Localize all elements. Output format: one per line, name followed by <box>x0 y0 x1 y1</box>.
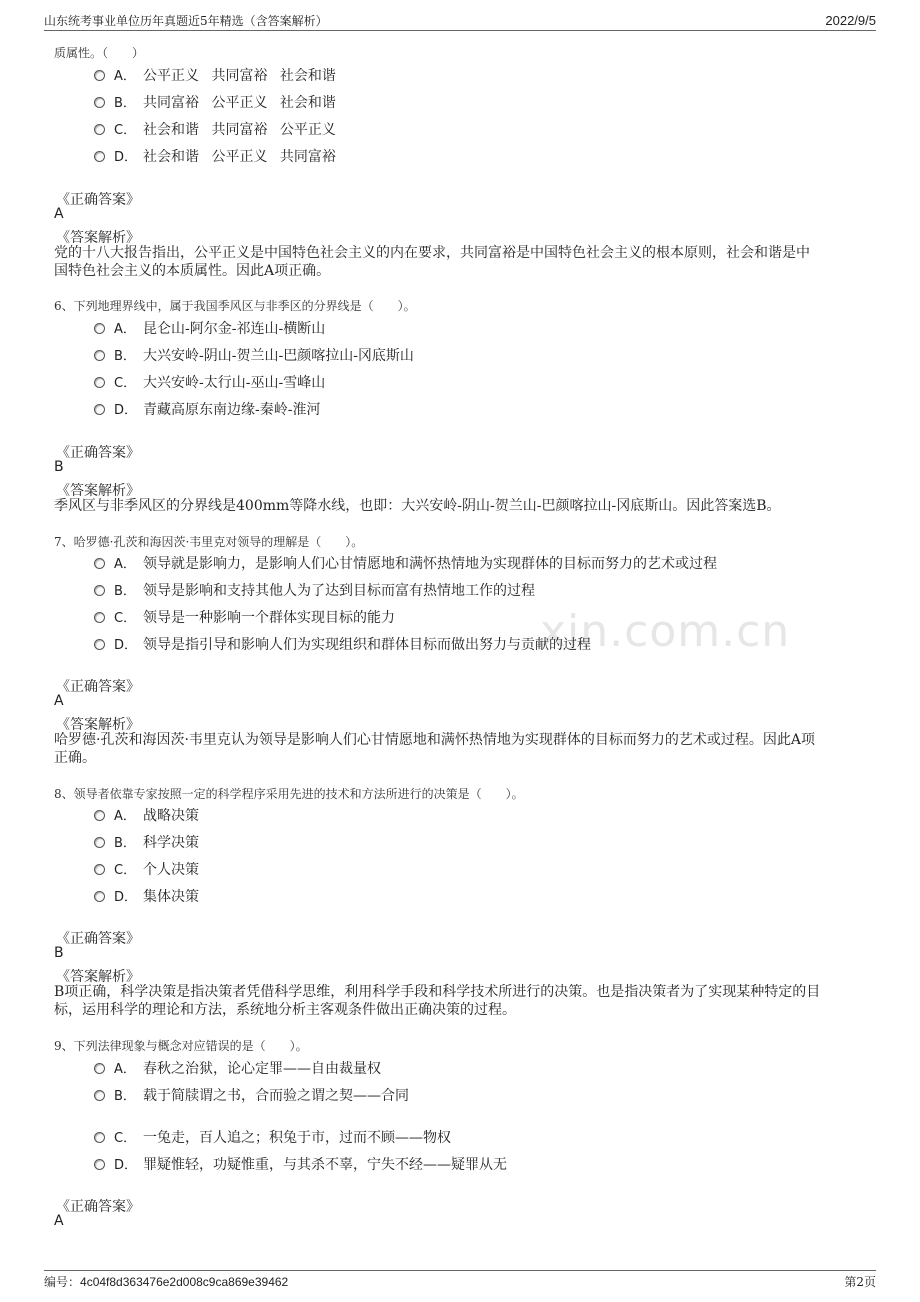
question-stem: 6、下列地理界线中，属于我国季风区与非季区的分界线是（ ）。 <box>54 299 416 313</box>
radio-button[interactable] <box>94 350 105 361</box>
radio-button[interactable] <box>94 612 105 623</box>
page-header <box>44 12 876 31</box>
explain-label: 《答案解析》 <box>56 230 140 246</box>
question-stem: 8、领导者依靠专家按照一定的科学程序采用先进的技术和方法所进行的决策是（ ）。 <box>54 787 524 801</box>
explanation: B项正确，科学决策是指决策者凭借科学思维，利用科学手段和科学技术所进行的决策。也是指决策者为了实现某种特定的目 标，运用科学的理论和方法，系统地分析主客观条件做出正确决策的过程。 <box>54 984 821 1018</box>
radio-button[interactable] <box>94 585 105 596</box>
radio-button[interactable] <box>94 377 105 388</box>
radio-button[interactable] <box>94 810 105 821</box>
document-title: 山东统考事业单位历年真题近5年精选（含答案解析） <box>44 14 328 28</box>
answer-label: 《正确答案》 <box>56 445 140 461</box>
explanation: 哈罗德·孔茨和海因茨·韦里克认为领导是影响人们心甘情愿地和满怀热情地为实现群体的目标而努力的艺术或过程。因此A项 正确。 <box>54 732 816 766</box>
radio-button[interactable] <box>94 837 105 848</box>
watermark: xin.com.cn <box>540 606 791 657</box>
radio-button[interactable] <box>94 70 105 81</box>
answer-label: 《正确答案》 <box>56 192 140 208</box>
radio-button[interactable] <box>94 404 105 415</box>
answer-value: A <box>54 693 64 709</box>
explain-label: 《答案解析》 <box>56 969 140 985</box>
page-footer <box>44 1270 876 1289</box>
document-date: 2022/9/5 <box>825 13 876 28</box>
explain-label: 《答案解析》 <box>56 483 140 499</box>
answer-value: B <box>54 945 64 961</box>
radio-button[interactable] <box>94 558 105 569</box>
answer-label: 《正确答案》 <box>56 1199 140 1215</box>
radio-button[interactable] <box>94 1090 105 1101</box>
radio-button[interactable] <box>94 323 105 334</box>
radio-button[interactable] <box>94 1159 105 1170</box>
radio-button[interactable] <box>94 639 105 650</box>
radio-button[interactable] <box>94 97 105 108</box>
answer-value: A <box>54 206 64 222</box>
radio-button[interactable] <box>94 891 105 902</box>
explain-label: 《答案解析》 <box>56 717 140 733</box>
question-stem: 9、下列法律现象与概念对应错误的是（ ）。 <box>54 1039 308 1053</box>
radio-button[interactable] <box>94 1063 105 1074</box>
question-stem-tail: 质属性。（ ） <box>54 46 145 60</box>
radio-button[interactable] <box>94 1132 105 1143</box>
explanation: 党的十八大报告指出，公平正义是中国特色社会主义的内在要求，共同富裕是中国特色社会主义的根本原则，社会和谐是中 国特色社会主义的本质属性。因此A项正确。 <box>54 245 810 279</box>
radio-button[interactable] <box>94 151 105 162</box>
explanation: 季风区与非季风区的分界线是400mm等降水线，也即：大兴安岭-阴山-贺兰山-巴颜喀拉山-冈底斯山。因此答案选B。 <box>54 498 781 514</box>
answer-label: 《正确答案》 <box>56 931 140 947</box>
radio-button[interactable] <box>94 864 105 875</box>
answer-label: 《正确答案》 <box>56 679 140 695</box>
document-code: 编号：4c04f8d363476e2d008c9ca869e39462 <box>44 1275 289 1289</box>
radio-button[interactable] <box>94 124 105 135</box>
answer-value: B <box>54 459 64 475</box>
answer-value: A <box>54 1213 64 1229</box>
question-stem: 7、哈罗德·孔茨和海因茨·韦里克对领导的理解是（ ）。 <box>54 535 364 549</box>
page-number: 第2页 <box>844 1275 876 1289</box>
